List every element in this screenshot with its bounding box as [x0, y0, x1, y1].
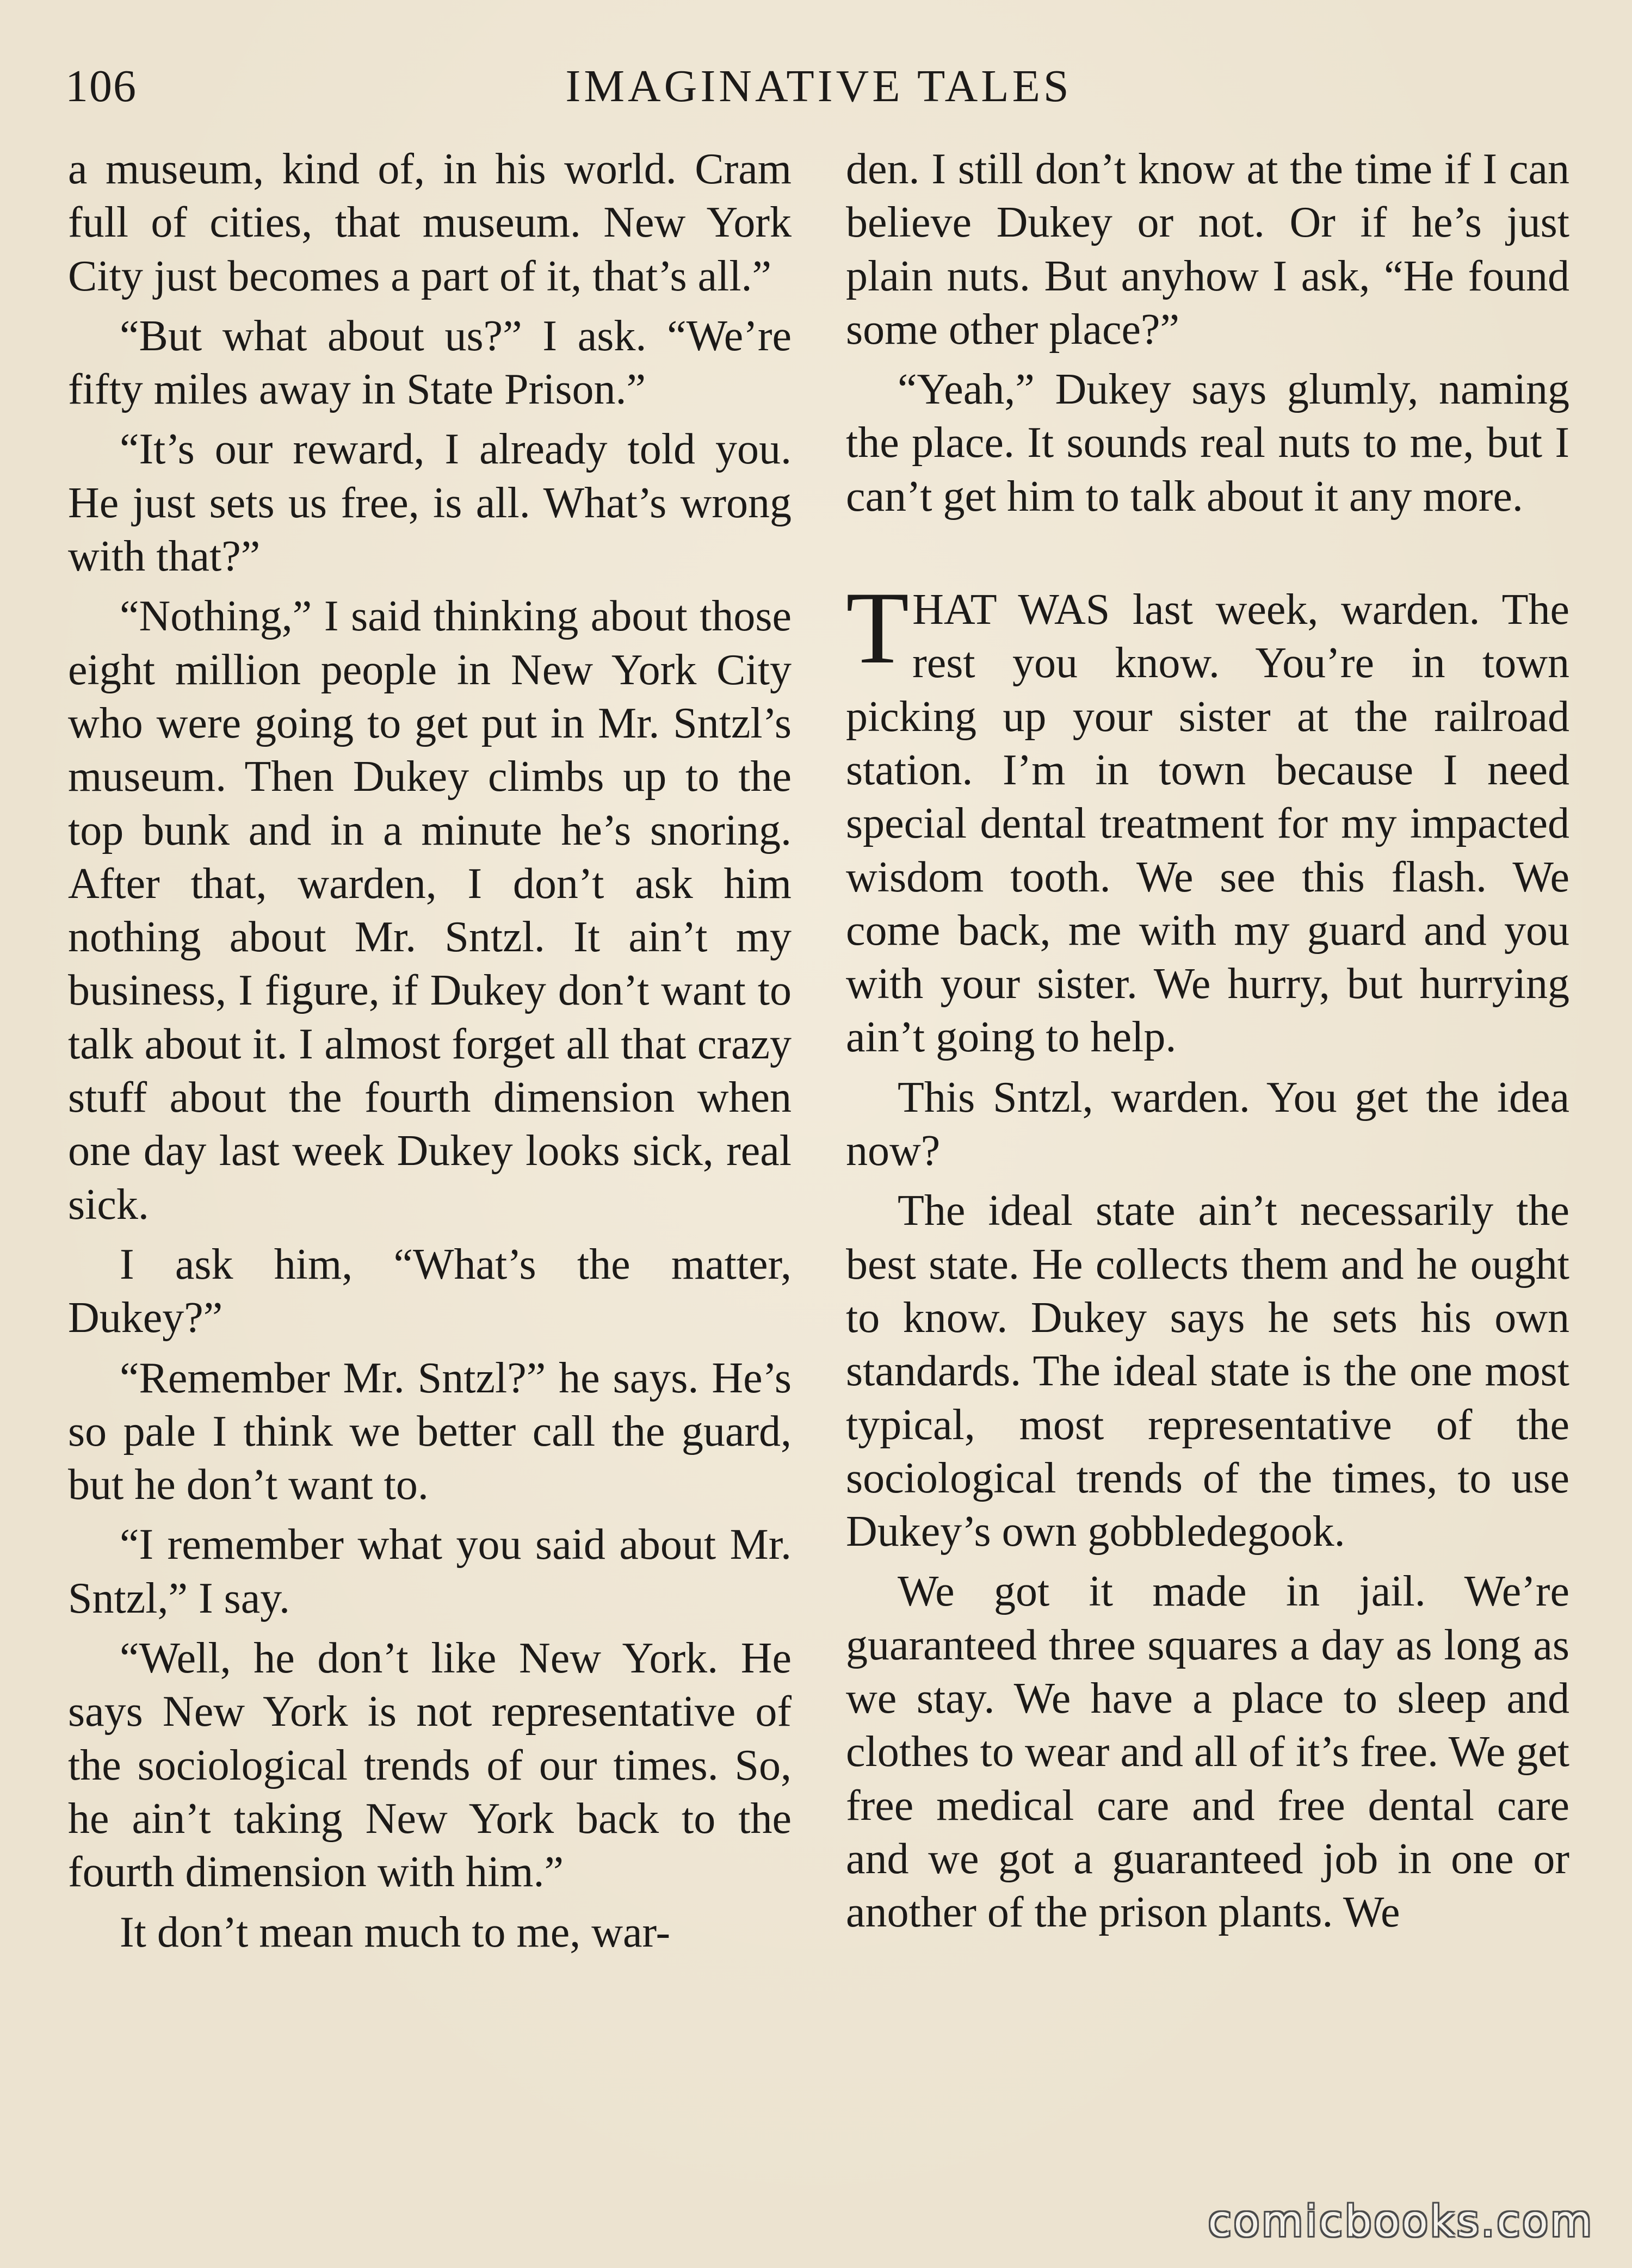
- watermark: comicbooks.com: [1208, 2197, 1594, 2246]
- paragraph: This Sntzl, warden. You get the idea now?: [846, 1073, 1569, 1175]
- paragraph: a museum, kind of, in his world. Cram full of cities, that museum. New York City just becomes a part of it, that’s all.”: [68, 145, 792, 300]
- paragraph: den. I still don’t know at the time if I can believe Dukey or not. Or if he’s just plain nuts. But anyhow I ask, “He found some other place?”: [846, 145, 1569, 354]
- page-header: [65, 60, 1572, 114]
- paragraph: “I remember what you said about Mr. Sntzl,” I say.: [68, 1521, 792, 1622]
- paragraph: It don’t mean much to me, war-: [120, 1908, 671, 1956]
- paragraph: “Nothing,” I said thinking about those eight million people in New York City who were going to get put in Mr. Sntzl’s museum. Then Dukey climbs up to the top bunk and in a minute he’s snoring. After that, warden, I don’t ask him nothing about Mr. Sntzl. It ain’t my business, I figure, if Dukey don’t want to talk about it. I almost forget all that crazy stuff about the fourth dimension when one day last week Dukey looks sick, real sick.: [68, 592, 792, 1229]
- paragraph: We got it made in jail. We’re guaranteed three squares a day as long as we stay. We have a place to sleep and clothes to wear and all of it’s free. We get free medical care and free dental care and we got a guaranteed job in one or another of the prison plants. We: [846, 1567, 1569, 1937]
- running-title: IMAGINATIVE TALES: [565, 61, 1072, 111]
- drop-cap: T: [846, 571, 910, 686]
- section-opening-text: HAT WAS last week, warden. The rest you know. You’re in town picking up your sister at the railroad station. I’m in town because I need special dental treatment for my impacted wisdom tooth. We see this flash. We come back, me with my guard and you with your sister. We hurry, but hurrying ain’t going to help.: [846, 586, 1569, 1062]
- paragraph: I ask him, “What’s the matter, Dukey?”: [68, 1240, 792, 1342]
- paragraph: “Remember Mr. Sntzl?” he says. He’s so pale I think we better call the guard, but he don’t want to.: [68, 1354, 792, 1509]
- paragraph: “Yeah,” Dukey says glumly, naming the place. It sounds real nuts to me, but I can’t get him to talk about it any more.: [846, 365, 1569, 520]
- left-column: [68, 142, 792, 1959]
- right-column: [846, 142, 1569, 1939]
- paragraph: “Well, he don’t like New York. He says New York is not representative of the sociological trends of our times. So, he ain’t taking New York back to the fourth dimension with him.”: [68, 1634, 792, 1897]
- paragraph: The ideal state ain’t necessarily the best state. He collects them and he ought to know. Dukey says he sets his own standards. The ideal state is the one most typical, most representative of the sociological trends of the times, to use Dukey’s own gobbledegook.: [846, 1187, 1569, 1556]
- paragraph: “It’s our reward, I already told you. He just sets us free, is all. What’s wrong with that?”: [68, 425, 792, 581]
- section-opening-paragraph: [846, 571, 1569, 1064]
- page-number: 106: [65, 61, 137, 111]
- paragraph: “But what about us?” I ask. “We’re fifty miles away in State Prison.”: [68, 312, 792, 414]
- section-break: [846, 523, 1569, 583]
